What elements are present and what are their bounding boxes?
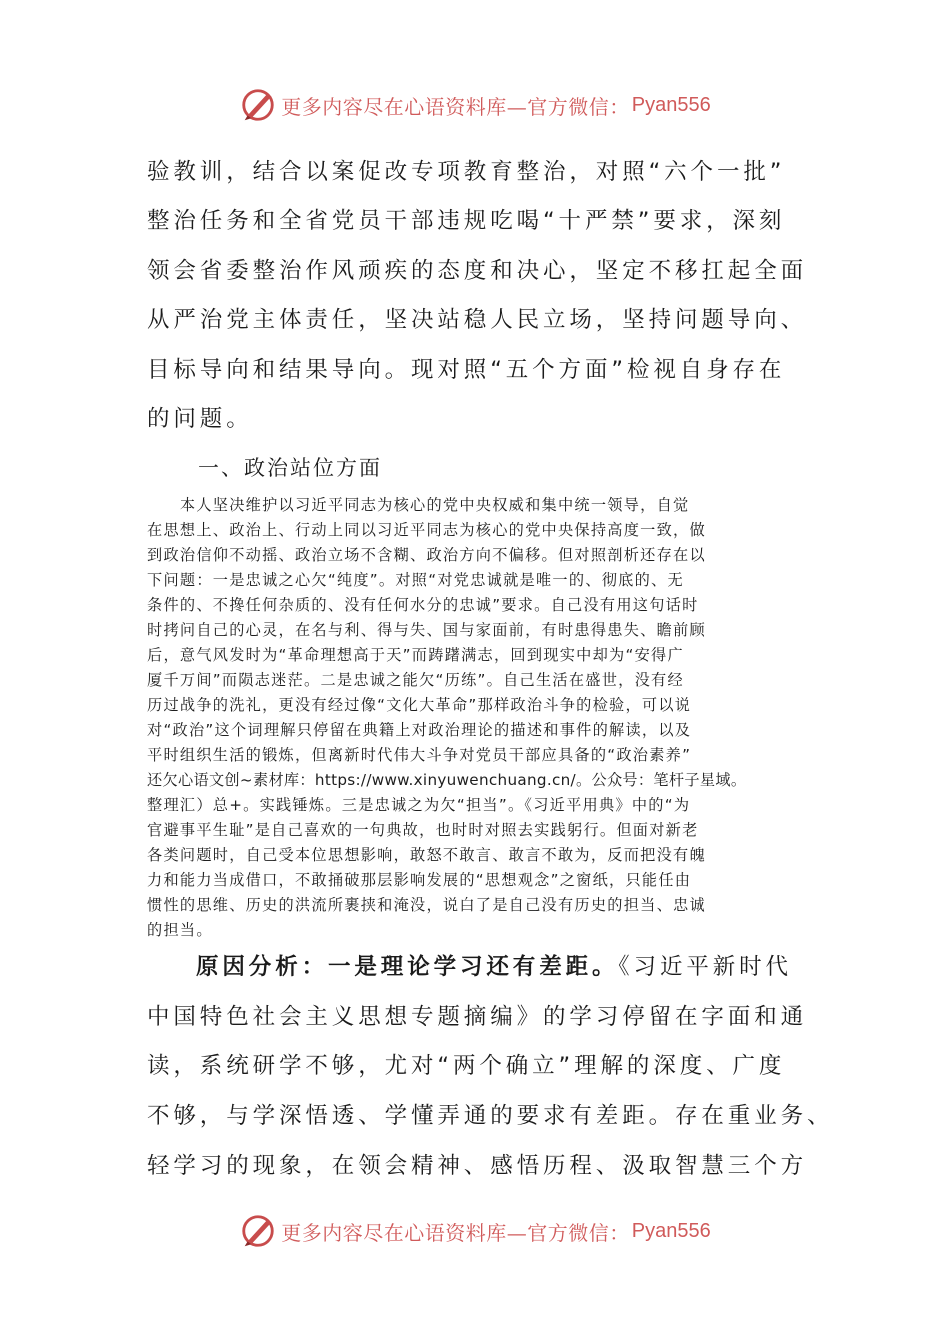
body-line: 到政治信仰不动摇、政治立场不含糊、政治方向不偏移。但对照剖析还存在以 bbox=[147, 546, 706, 564]
cause-analysis-first-line bbox=[196, 952, 792, 982]
body-line: 时拷问自己的心灵，在名与利、得与失、国与家面前，有时患得患失、瞻前顾 bbox=[147, 621, 706, 639]
section-heading: 一、政治站位方面 bbox=[198, 456, 382, 480]
banner-text: 更多内容尽在心语资料库—官方微信： bbox=[281, 1220, 630, 1245]
body-line: 历过战争的洗礼，更没有经过像“文化大革命”那样政治斗争的检验，可以说 bbox=[147, 696, 692, 714]
footer-banner bbox=[0, 1208, 950, 1254]
body-line: 厦千万间”而陨志迷茫。二是忠诚之能欠“历练”。自己生活在盛世，没有经 bbox=[147, 671, 684, 689]
intro-line: 整治任务和全省党员干部违规吃喝“十严禁”要求，深刻 bbox=[147, 208, 786, 234]
pen-logo-icon bbox=[239, 86, 277, 124]
cause-analysis-line: 读，系统研学不够，尤对“两个确立”理解的深度、广度 bbox=[147, 1053, 786, 1079]
body-line: 的担当。 bbox=[147, 921, 213, 939]
cause-analysis-line: 中国特色社会主义思想专题摘编》的学习停留在字面和通 bbox=[147, 1004, 808, 1030]
body-line: 整理汇）总+。实践锤炼。三是忠诚之为欠“担当”。《习近平用典》中的“为 bbox=[147, 796, 691, 814]
intro-line: 从严治党主体责任，坚决站稳人民立场，坚持问题导向、 bbox=[147, 307, 808, 333]
body-line: 平时组织生活的锻炼，但离新时代伟大斗争对党员干部应具备的“政治素养” bbox=[147, 746, 692, 764]
body-line: 惯性的思维、历史的洪流所裹挟和淹没，说白了是自己没有历史的担当、忠诚 bbox=[147, 896, 706, 914]
banner-text: 更多内容尽在心语资料库—官方微信： bbox=[281, 94, 630, 119]
intro-line: 验教训，结合以案促改专项教育整治，对照“六个一批” bbox=[147, 159, 786, 185]
cause-analysis-line: 轻学习的现象，在领会精神、感悟历程、汲取智慧三个方 bbox=[147, 1153, 808, 1179]
body-line: 还欠心语文创~素材库：https://www.xinyuwenchuang.cn/。公众号：笔杆子星域。 bbox=[147, 771, 747, 789]
body-line: 本人坚决维护以习近平同志为核心的党中央权威和集中统一领导，自觉 bbox=[147, 496, 690, 514]
body-line: 力和能力当成借口，不敢捅破那层影响发展的“思想观念”之窗纸，只能任由 bbox=[147, 871, 692, 889]
intro-line: 领会省委整治作风顽疾的态度和决心，坚定不移扛起全面 bbox=[147, 258, 808, 284]
body-line: 官避事平生耻”是自己喜欢的一句典故，也时时对照去实践躬行。但面对新老 bbox=[147, 821, 699, 839]
pen-logo-icon bbox=[239, 1212, 277, 1250]
body-line: 在思想上、政治上、行动上同以习近平同志为核心的党中央保持高度一致，做 bbox=[147, 521, 706, 539]
cause-analysis-line: 不够，与学深悟透、学懂弄通的要求有差距。存在重业务、 bbox=[147, 1103, 834, 1129]
banner-wechat-id: Pyan556 bbox=[631, 93, 711, 116]
cause-analysis-rest: 《习近平新时代 bbox=[618, 954, 792, 980]
body-line: 对“政治”这个词理解只停留在典籍上对政治理论的描述和事件的解读，以及 bbox=[147, 721, 692, 739]
banner-wechat-id: Pyan556 bbox=[631, 1219, 711, 1242]
header-banner bbox=[0, 82, 950, 128]
intro-line: 目标导向和结果导向。现对照“五个方面”检视自身存在 bbox=[147, 357, 786, 383]
body-line: 各类问题时，自己受本位思想影响，敢怒不敢言、敢言不敢为，反而把没有魄 bbox=[147, 846, 706, 864]
body-line: 后，意气风发时为“革命理想高于天”而踌躇满志，回到现实中却为“安得广 bbox=[147, 646, 684, 664]
body-line: 下问题：一是忠诚之心欠“纯度”。对照“对党忠诚就是唯一的、彻底的、无 bbox=[147, 571, 684, 589]
cause-analysis-lead: 原因分析：一是理论学习还有差距。 bbox=[196, 954, 619, 980]
intro-line: 的问题。 bbox=[147, 406, 253, 432]
body-line: 条件的、不搀任何杂质的、没有任何水分的忠诚”要求。自己没有用这句话时 bbox=[147, 596, 699, 614]
